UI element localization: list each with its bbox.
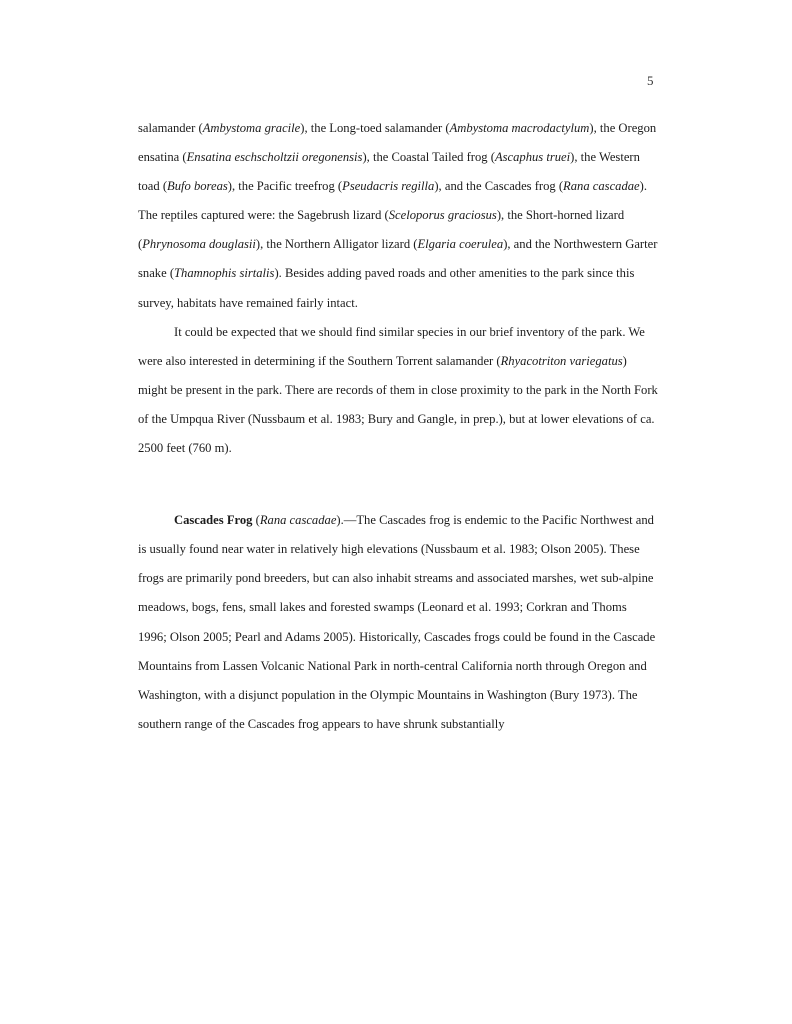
species-name: Rhyacotriton variegatus	[500, 353, 623, 368]
text-run: ).—The Cascades frog is endemic to the Pacific Northwest and is usually found near water in relatively high elevations (Nussbaum et al. 1983; Olson 2005). These frogs are primarily pond breeders, but can also inhabit streams and associated marshes, wet sub-alpine meadows, bogs, fens, small lakes and forested swamps (Leonard et al. 1993; Corkran and Thoms 1996; Olson 2005; Pearl and Adams 2005). Historically, Cascades frogs could be found in the Cascade Mountains from Lassen Volcanic National Park in north-central California north through Oregon and Washington, with a disjunct population in the Olympic Mountains in Washington (Bury 1973). The southern range of the Cascades frog appears to have shrunk substantially	[138, 513, 656, 731]
species-name: Ensatina eschscholtzii oregonensis	[186, 150, 363, 165]
text-run: ). The reptiles captured were: the Sagebrush lizard (	[138, 179, 647, 223]
text-run: ), and the Cascades frog (	[434, 179, 564, 194]
species-name: Rana cascadae	[259, 513, 337, 528]
text-run: It could be expected that we should find similar species in our brief inventory of the park. We were also interested in determining if the Southern Torrent salamander (	[138, 324, 645, 368]
text-run: ), the Short-horned lizard (	[138, 208, 625, 252]
text-run: (	[252, 513, 260, 528]
species-name: Ascaphus truei	[494, 150, 571, 165]
text-run: salamander (	[138, 121, 203, 135]
section-heading: Cascades Frog	[174, 513, 253, 528]
text-run: ) might be present in the park. There are records of them in close proximity to the park in the North Fork of the Umpqua River (Nussbaum et al. 1983; Bury and Gangle, in prep.), but at lower elevations of ca. 2500 feet (760 m).	[138, 353, 658, 456]
text-run: ), the Northern Alligator lizard (	[255, 237, 418, 252]
text-run: ), the Long-toed salamander (	[300, 121, 450, 135]
text-run: ), the Coastal Tailed frog (	[362, 150, 495, 165]
species-name: Phrynosoma douglasii	[142, 237, 256, 252]
species-name: Rana cascadae	[563, 179, 640, 194]
paragraph-cascades-frog	[138, 506, 658, 739]
page-number: 5	[647, 73, 654, 88]
text-run: ), the Western toad (	[138, 150, 640, 194]
paragraph-expectations	[138, 318, 658, 463]
species-name: Sceloporus graciosus	[388, 208, 497, 223]
text-run: ), the Pacific treefrog (	[227, 179, 343, 194]
text-run: ). Besides adding paved roads and other amenities to the park since this survey, habitats have remained fairly intact.	[138, 266, 635, 310]
paragraph-species-list	[138, 114, 658, 318]
document-body	[138, 114, 658, 739]
species-name: Pseudacris regilla	[342, 179, 435, 194]
species-name: Elgaria coerulea	[417, 237, 504, 252]
text-run: ), the Oregon ensatina (	[138, 121, 657, 165]
species-name: Ambystoma macrodactylum	[449, 121, 590, 135]
species-name: Thamnophis sirtalis	[174, 266, 275, 281]
species-name: Ambystoma gracile	[202, 121, 301, 135]
species-name: Bufo boreas	[167, 179, 228, 194]
text-run: ), and the Northwestern Garter snake (	[138, 237, 658, 281]
